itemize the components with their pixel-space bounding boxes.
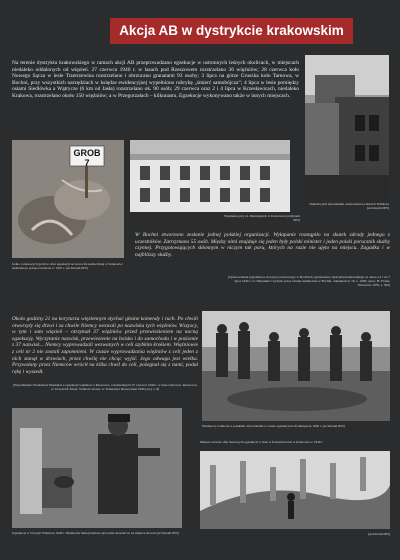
execution-site-credit: (archiwum IPN) [367, 532, 390, 536]
building-caption: Więzienie przy ul. Montelupich w Krakowie (archiwum IPN) [223, 214, 300, 223]
execution-site-photo [200, 451, 390, 529]
quote-1: W Bochni stworzono zesłanie jednej polskiej organizacji. Wyłapanie rozstąpiło na skutek zdrady jednego z uczestników. Zatrzymano 55 osób. Między nimi znajduje się jeden były polski minister i jeden polski porucznik służby czynnej. Przygotowujących skłonnym w niczym tak paru, których na razie nie ujęto na miejscu. Zagadka i w najbliższy służby. [135, 232, 390, 258]
exhumation-caption: Jedno z masowych grobów ofiar egzekucji na Górce Krzesławickiej w Krakowie; ekshumacja przeprowadzona w 1945 r. (archiwum IPN) [12, 262, 123, 271]
page-title: Akcja AB w dystrykcie krakowskim [110, 18, 353, 44]
soldiers-caption: Niemieccy żołnierze z polskimi obywatelami w czasie egzekucji na Podkarpaciu 1940 r. (archiwum IPN) [202, 424, 345, 428]
officer-caption: Egzekucja w Nowym Wiśniczu 1940 r. Niemiecki funkcjonariusz prowadzi skazańców na miejsce straceń (archiwum IPN) [12, 531, 179, 535]
prison-wall-caption: Nieuchwytni nazwiskiem rozstrzelani na murach Wiśnicza (archiwum IPN) [309, 202, 389, 211]
execution-site-caption: Miejsce straceń ofiar masowych egzekucji w lesie w Krzesławicach w Krakowie w 1940 r. [200, 440, 324, 444]
intro-paragraph: Na terenie dystryktu krakowskiego w ramach akcji AB przeprowadzano egzekucje w ustronnych leśnych okolicach, w miejscach niedaleko oddalonych od więzień. 27 czerwca 1940 r. w lasach pod Rzeszowem rozstrzelano 36 więźniów; 28 czerwca koło Nowego Sącza w lesie Trzetrzewina rozstrzelano i obrzucano granatami 93 osoby; 3 lipca na górze Gruszka koło Tarnowa, w Bochni, przy wszystkich narzędziach w księdze ewidencyjnej wypełniono rubrykę „śmierć samobójcza”; 4 lipca w lesie pomiędzy osiami Siedlówka a Wątrycze (6 km od Jasła) rozstrzelano ok. 90 osób; 29 czerwca oraz 2 i 4 lipca w Krzesławicach, niedaleko Krakowa, rozstrzelano około 150 więźniów; a w Przegorzałach – kilkunastu. Egzekucje wykonywano także w innych miejscach. [12, 60, 299, 99]
grave-sign: GROB 7 [73, 148, 101, 168]
quote-2: Około godziny 21 na korytarzu więziennym słychać głośne komendy i ruch. Po chwili otworzyły się drzwi i za chwile Niemcy wezwali po nazwisku tych więźniów. Wszyscy, w tym i sam więzień – otrzymał 37 więźniów przed przewiezieniem na nocną egzekucję. Wyczytanie nazwisk, przewiezienie na boisko i do samochodu i w poziomie z 37 nazwisk... Niemcy wyprowadzali wezwanych w celi szybkim krokiem. Więźniowie z celi nr 2 nie zostali zapomnieni. W czasie wyprowadzania więźniów z celi jeden z nich stanął w drzwiach, przez chwilę nie chcąc wyjść. Jego odwaga jest wielka. Przywołany przez Niemców wrócił na kilka chwil do celi, pożegnał się z nami, podał rękę i wyszedł. [12, 316, 198, 375]
soldiers-photo [202, 311, 390, 421]
officer-photo [12, 408, 182, 528]
prison-wall-photo [305, 55, 389, 200]
quote-2-source: (Wspomnienia Stanisława Pieniądza z egzekucji więźniów z Rzeszowa, rozstrzelanych 27 czerwca 1940 r. w lesie Lubcza k. Rzeszowa, w: Krzysztof Żuber, Wolność ulotna, w: Kalendarz Rzeszowski 1996 [sic], s. 8) [12, 383, 198, 392]
building-photo [130, 140, 290, 212]
quote-1-source: (Sprawozdanie tygodniowe starosty powiatowego w Bochni do gubernatora dystryktu krakowskiego za okres od 1 do 7 lipca 1940 r. w: Dzienniki i wydane przez władze niemieckie w Bochni, dokument nr 16, s. 1038; oprac. H. Frank; Warszawa 1970, s. 300) [227, 275, 390, 288]
exhumation-photo [12, 140, 124, 258]
